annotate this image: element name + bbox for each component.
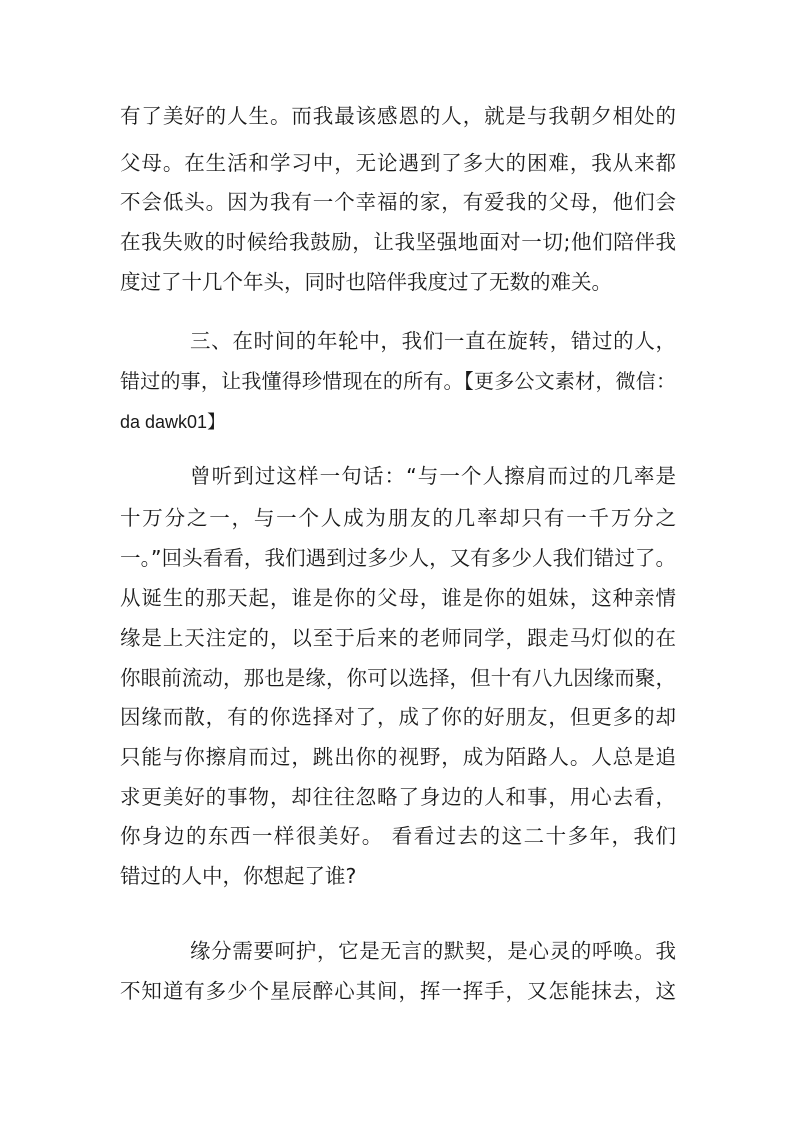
paragraph-3-line-3: 一。”回头看看，我们遇到过多少人，又有多少人我们错过了。 bbox=[120, 546, 676, 570]
paragraph-3-line-11: 错过的人中，你想起了谁? bbox=[120, 864, 357, 888]
paragraph-1-line-1: 有了美好的人生。而我最该感恩的人，就是与我朝夕相处的 bbox=[120, 104, 676, 128]
paragraph-4-line-2: 不知道有多少个星辰醉心其间，挥一挥手，又怎能抹去，这 bbox=[120, 979, 676, 1003]
paragraph-2-line-1: 三、在时间的年轮中，我们一直在旋转，错过的人， bbox=[190, 329, 676, 353]
paragraph-3-line-1: 曾听到过这样一句话：“与一个人擦肩而过的几率是 bbox=[190, 464, 676, 488]
paragraph-3-line-10: 你身边的东西一样很美好。 看看过去的这二十多年，我们 bbox=[120, 824, 676, 848]
paragraph-1-line-3: 不会低头。因为我有一个幸福的家，有爱我的父母，他们会 bbox=[120, 190, 676, 214]
paragraph-2-line-3: da dawk01】 bbox=[120, 412, 226, 432]
paragraph-2-line-2: 错过的事，让我懂得珍惜现在的所有。【更多公文素材，微信： bbox=[120, 369, 676, 393]
paragraph-1-line-5: 度过了十几个年头，同时也陪伴我度过了无数的难关。 bbox=[120, 270, 612, 294]
paragraph-3-line-5: 缘是上天注定的，以至于后来的老师同学，跟走马灯似的在 bbox=[120, 626, 676, 650]
paragraph-3-line-2: 十万分之一，与一个人成为朋友的几率却只有一千万分之 bbox=[120, 506, 676, 530]
paragraph-3-line-7: 因缘而散，有的你选择对了，成了你的好朋友，但更多的却 bbox=[120, 705, 676, 729]
paragraph-3-line-9: 求更美好的事物，却往往忽略了身边的人和事，用心去看， bbox=[120, 785, 676, 809]
paragraph-1-line-4: 在我失败的时候给我鼓励，让我坚强地面对一切;他们陪伴我 bbox=[120, 230, 676, 254]
paragraph-1-line-2: 父母。在生活和学习中，无论遇到了多大的困难，我从来都 bbox=[120, 151, 676, 175]
paragraph-3-line-8: 只能与你擦肩而过，跳出你的视野，成为陌路人。人总是追 bbox=[120, 745, 676, 769]
paragraph-3-line-4: 从诞生的那天起，谁是你的父母，谁是你的姐妹，这种亲情 bbox=[120, 586, 676, 610]
paragraph-3-line-6: 你眼前流动，那也是缘，你可以选择，但十有八九因缘而聚， bbox=[120, 666, 676, 690]
paragraph-4-line-1: 缘分需要呵护，它是无言的默契，是心灵的呼唤。我 bbox=[190, 939, 676, 963]
